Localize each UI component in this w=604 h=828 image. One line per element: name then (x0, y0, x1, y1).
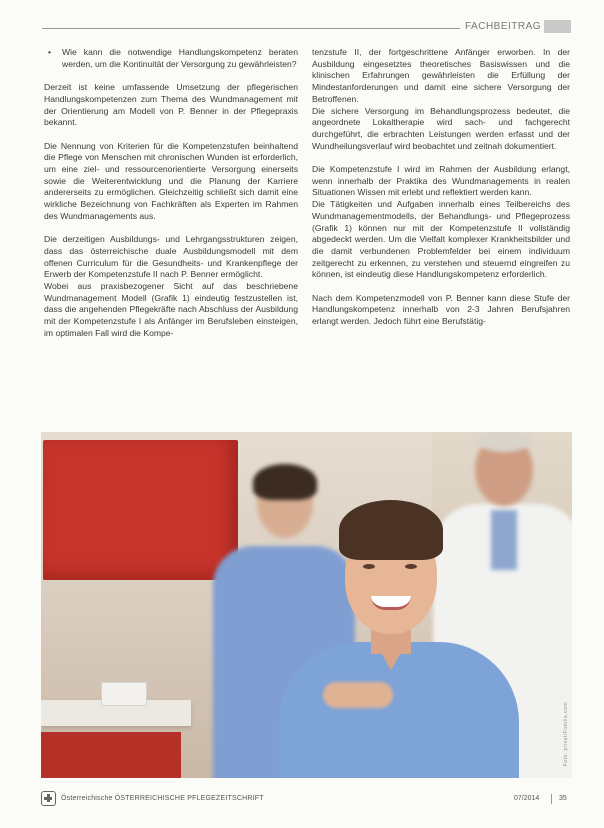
paragraph: Die Nennung von Kriterien für die Kompetenzstufen beinhaltend die Pflege von Menschen mit chronischen Wunden ist erforderlich, um eine ziel- und ressourcenorientierte Versorgung einerseits sowie die Weiterentwicklung und die Planung der Karriere andererseits zu ermöglichen. Gleichzeitig schließt sich damit eine wirkliche Bezeichnung von Fachkräften als Experten im Rahmen des Wundmanagements aus. (44, 140, 298, 221)
paragraph: Wobei aus praxisbezogener Sicht auf das beschriebene Wundmanagement Modell (Grafik 1) eindeutig festzustellen ist, dass die angehenden Pflegekräfte nach Abschluss der Ausbildung mit der Kompetenzstufe I als Anfänger im Berufsleben einsteigen, im optimalen Fall wird die Kompe- (44, 281, 298, 338)
paragraph: Die sichere Versorgung im Behandlungsprozess bedeutet, die angeordnete Lokaltherapie wird sach- und fachgerecht durchgeführt, die erbrachten Leistungen werden erfasst und der Wundheilungsverlauf wird beobachtet und zeitnah dokumentiert. (312, 105, 570, 151)
footer-divider (551, 794, 552, 804)
section-tag-bar (544, 20, 571, 33)
page-number: 35 (559, 795, 567, 802)
paragraph: Nach dem Kompetenzmodell von P. Benner kann diese Stufe der Handlungskompetenz innerhalb von 2-3 Jahren Berufsjahren erlangt werden. Jedoch führt eine Berufstätig- (312, 292, 570, 327)
hand (323, 682, 393, 708)
paragraph: Die derzeitigen Ausbildungs- und Lehrgangsstrukturen zeigen, dass das österreichische duale Ausbildungsmodell mit dem offenen Curriculum für die Gesundheits- und Krankenpflege der Erwerb der Kompetenzstufe II nach P. Benner ermöglicht. (44, 234, 298, 280)
publication-name: Österreichische ÖSTERREICHISCHE PFLEGEZEITSCHRIFT (61, 795, 264, 802)
nurses-photo (41, 432, 572, 778)
cross-logo-icon (41, 791, 56, 806)
photo-credit: Foto: privat/Fotolia.com (563, 701, 569, 766)
foreground-nurse (279, 500, 519, 778)
red-lower-cabinet (41, 732, 181, 778)
paragraph: tenzstufe II, der fortgeschrittene Anfänger erworben. In der Ausbildung eingesetztes theoretisches Basiswissen und die klinischen Erfahrungen gewährleisten die Erfüllung der Mindestanforderungen und damit eine sichere Versorgung der Betroffenen. (312, 47, 570, 104)
paragraph: Derzeit ist keine umfassende Umsetzung der pflegerischen Handlungskompetenzen zum Thema des Wundmanagement mit der Orientierung am Modell von P. Benner in der Pflegepraxis bekannt. (44, 82, 298, 128)
issue-number: 07/2014 (514, 795, 540, 802)
page-footer (41, 791, 572, 807)
right-text-column (312, 47, 570, 340)
left-text-column (44, 47, 298, 351)
box-on-counter (101, 682, 147, 706)
paragraph: Die Tätigkeiten und Aufgaben innerhalb eines Teilbereichs des Wundmanagementmodells, der Behandlungs- und Pflegeprozess (Grafik 1) können nur mit der Kompetenzstufe II vollständig abgedeckt werden. Um die Vielfalt komplexer Krankheitsbilder und die damit verbundenen Problemfelder bei einem individuum zeitgerecht zu erkennen, zu verstehen und steuernd eingreifen zu können, ist eindeutig diese Handlungskompetenz erforderlich. (312, 199, 570, 280)
section-tag: FACHBEITRAG (465, 21, 542, 32)
bullet-question: • Wie kann die notwendige Handlungskompetenz beraten werden, um die Kontinuität der Versorgung zu gewährleisten? (44, 47, 298, 70)
header-rule (42, 28, 460, 29)
paragraph: Die Kompetenzstufe I wird im Rahmen der Ausbildung erlangt, wenn innerhalb der Praktika des Wundmanagements in realen Situationen Wissen mit erlebt und reflektiert werden kann. (312, 164, 570, 198)
